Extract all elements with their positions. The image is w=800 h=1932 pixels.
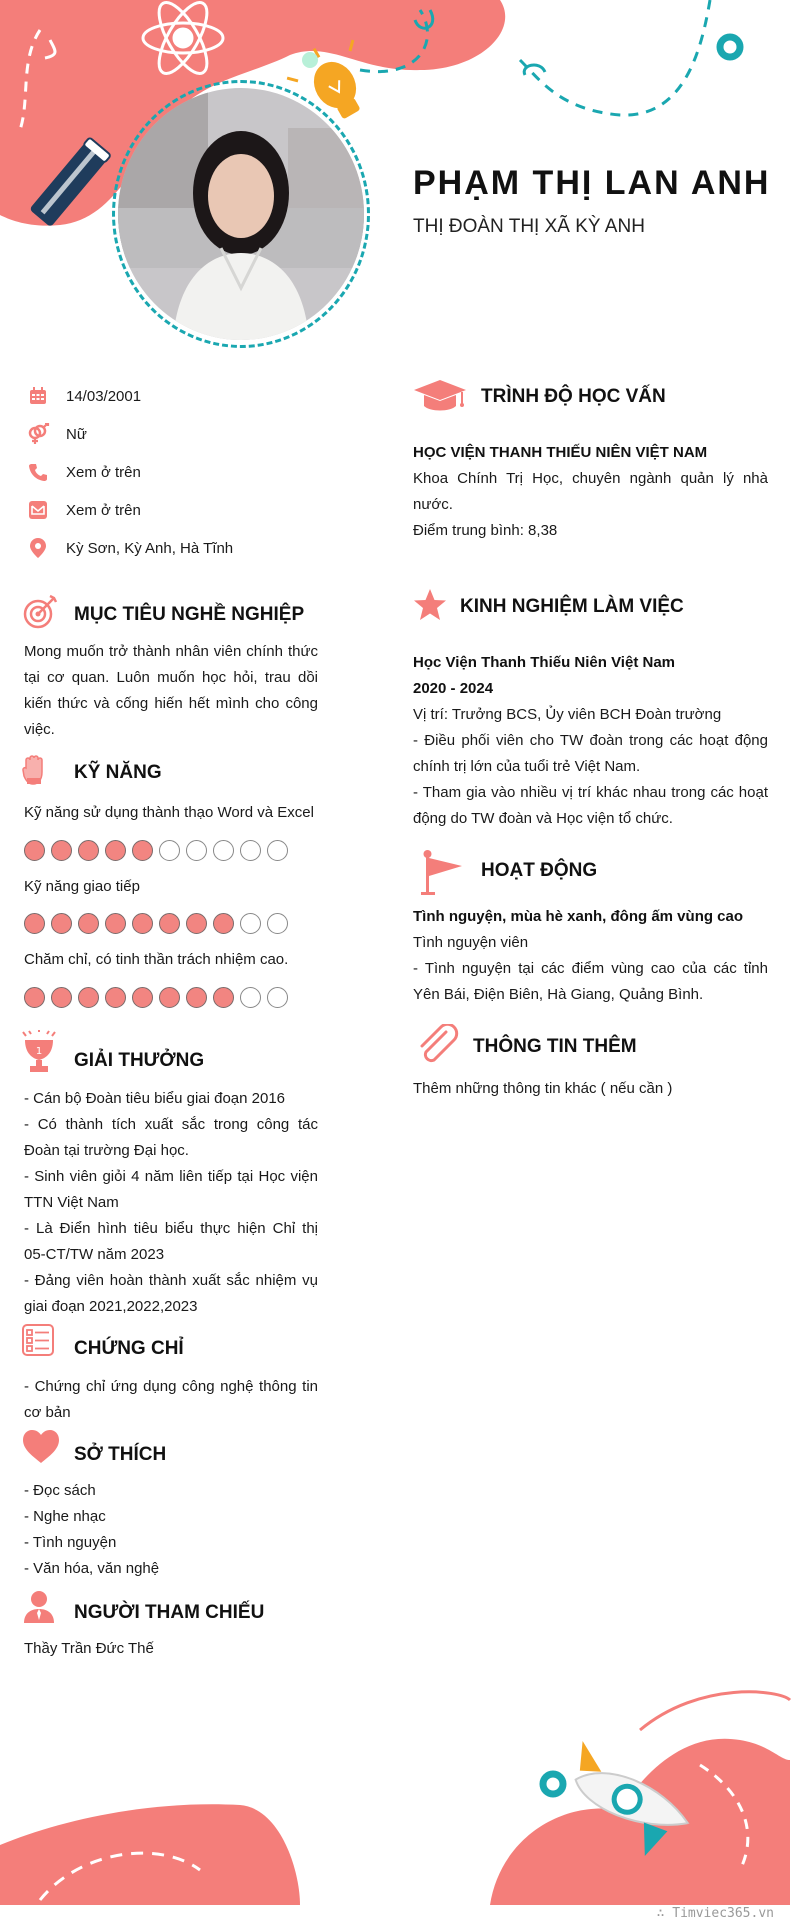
target-icon [22, 594, 58, 630]
contact-birthdate: 14/03/2001 [24, 384, 324, 408]
skill-label-2: Kỹ năng giao tiếp [24, 878, 140, 895]
rating-dot-filled [51, 840, 72, 861]
contact-phone: Xem ở trên [24, 460, 324, 484]
education-school: HỌC VIỆN THANH THIẾU NIÊN VIỆT NAM [413, 444, 708, 461]
rating-dot-empty [186, 840, 207, 861]
rating-dot-filled [213, 987, 234, 1008]
extra-text: Thêm những thông tin khác ( nếu cần ) [413, 1080, 673, 1097]
rating-dot-filled [132, 913, 153, 934]
skill-label-3: Chăm chỉ, có tinh thần trách nhiệm cao. [24, 951, 289, 968]
contact-email: Xem ở trên [24, 498, 324, 522]
rating-dot-empty [240, 913, 261, 934]
organization: THỊ ĐOÀN THỊ XÃ KỲ ANH [413, 216, 645, 237]
rating-dot-filled [159, 913, 180, 934]
contact-address: Kỳ Sơn, Kỳ Anh, Hà Tĩnh [24, 536, 324, 560]
references-title: NGƯỜI THAM CHIẾU [74, 1602, 265, 1623]
references-text: Thầy Trần Đức Thế [24, 1640, 154, 1657]
education-text: HỌC VIỆN THANH THIẾU NIÊN VIỆT NAM Khoa Chính Trị Học, chuyên ngành quản lý nhà nước. Điểm trung bình: 8,38 [413, 440, 768, 544]
rating-dot-empty [213, 840, 234, 861]
phone-icon [24, 460, 52, 484]
rating-dot-filled [132, 840, 153, 861]
location-pin-icon [24, 536, 52, 560]
graduation-cap-icon [412, 378, 468, 414]
certificates-text: - Chứng chỉ ứng dụng công nghệ thông tin cơ bản [24, 1378, 318, 1421]
rating-dot-filled [51, 987, 72, 1008]
rating-dot-filled [105, 987, 126, 1008]
experience-title: KINH NGHIỆM LÀM VIỆC [460, 596, 684, 617]
activities-heading: Tình nguyện, mùa hè xanh, đông ấm vùng cao [413, 908, 744, 925]
rating-dot-filled [24, 913, 45, 934]
rating-dot-filled [132, 987, 153, 1008]
objective-title: MỤC TIÊU NGHỀ NGHIỆP [74, 604, 305, 625]
rating-dot-filled [78, 840, 99, 861]
experience-company: Học Viện Thanh Thiếu Niên Việt Nam [413, 654, 675, 671]
hobbies-title: SỞ THÍCH [74, 1444, 167, 1465]
skill-rating-1 [24, 840, 288, 861]
experience-text: Học Viện Thanh Thiếu Niên Việt Nam 2020 - 2024 Vị trí: Trưởng BCS, Ủy viên BCH Đoàn trường - Điều phối viên cho TW đoàn trong các hoạt động chính trị lớn của tuổi trẻ Việt Nam. - Tham gia vào nhiều vị trí khác nhau trong các hoạt động do TW đoàn và Học viện tổ chức. [413, 650, 768, 832]
paperclip-icon [416, 1024, 460, 1068]
rating-dot-filled [213, 913, 234, 934]
contact-gender: Nữ [24, 422, 324, 446]
rating-dot-empty [240, 987, 261, 1008]
rating-dot-filled [105, 840, 126, 861]
rating-dot-empty [159, 840, 180, 861]
education-title: TRÌNH ĐỘ HỌC VẤN [481, 386, 666, 407]
certificates-title: CHỨNG CHỈ [74, 1338, 184, 1359]
avatar [118, 88, 364, 340]
activities-text: Tình nguyện, mùa hè xanh, đông ấm vùng cao Tình nguyện viên - Tình nguyện tại các điểm vùng cao của các tỉnh Yên Bái, Điện Biên, Hà Giang, Quảng Bình. [413, 904, 768, 1008]
skills-title: KỸ NĂNG [74, 762, 162, 783]
flag-icon [420, 850, 464, 896]
rating-dot-filled [186, 913, 207, 934]
skill-rating-3 [24, 987, 288, 1008]
activities-title: HOẠT ĐỘNG [481, 860, 598, 881]
trophy-icon [22, 1030, 56, 1074]
skill-rating-2 [24, 913, 288, 934]
hobbies-text: - Đọc sách - Nghe nhạc - Tình nguyện - Văn hóa, văn nghệ [24, 1482, 160, 1577]
objective-text: Mong muốn trở thành nhân viên chính thức tại cơ quan. Luôn muốn học hỏi, trau dồi kiến thức và cống hiến hết mình cho công việc. [24, 643, 318, 738]
rating-dot-filled [24, 840, 45, 861]
rating-dot-filled [105, 913, 126, 934]
awards-text: - Cán bộ Đoàn tiêu biểu giai đoạn 2016 - Có thành tích xuất sắc trong công tác Đoàn tại trường Đại học. - Sinh viên giỏi 4 năm liên tiếp tại Học viện TTN Việt Nam - Là Điển hình tiêu biểu thực hiện Chỉ thị 05-CT/TW năm 2023 - Đảng viên hoàn thành xuất sắc nhiệm vụ giai đoạn 2021,2022,2023 [24, 1090, 318, 1315]
heart-icon [22, 1430, 60, 1464]
footer-decoration [0, 1690, 800, 1932]
raised-hand-icon [22, 754, 48, 786]
calendar-icon [24, 384, 52, 408]
candidate-name: PHẠM THỊ LAN ANH [413, 164, 771, 202]
skill-label-1: Kỹ năng sử dụng thành thạo Word và Excel [24, 804, 314, 821]
awards-title: GIẢI THƯỞNG [74, 1050, 205, 1071]
svg-text:1: 1 [35, 1046, 43, 1057]
email-icon [24, 498, 52, 522]
rating-dot-filled [78, 913, 99, 934]
rating-dot-empty [267, 913, 288, 934]
person-icon [22, 1590, 56, 1624]
gender-icon [24, 422, 52, 446]
star-icon [412, 588, 448, 622]
rating-dot-empty [267, 987, 288, 1008]
rating-dot-empty [240, 840, 261, 861]
rating-dot-filled [186, 987, 207, 1008]
checklist-icon [22, 1324, 56, 1358]
rating-dot-empty [267, 840, 288, 861]
extra-title: THÔNG TIN THÊM [473, 1036, 637, 1057]
experience-period: 2020 - 2024 [413, 680, 494, 697]
rating-dot-filled [159, 987, 180, 1008]
rating-dot-filled [78, 987, 99, 1008]
rating-dot-filled [51, 913, 72, 934]
rating-dot-filled [24, 987, 45, 1008]
watermark: ∴ Timviec365.vn [656, 1906, 774, 1921]
